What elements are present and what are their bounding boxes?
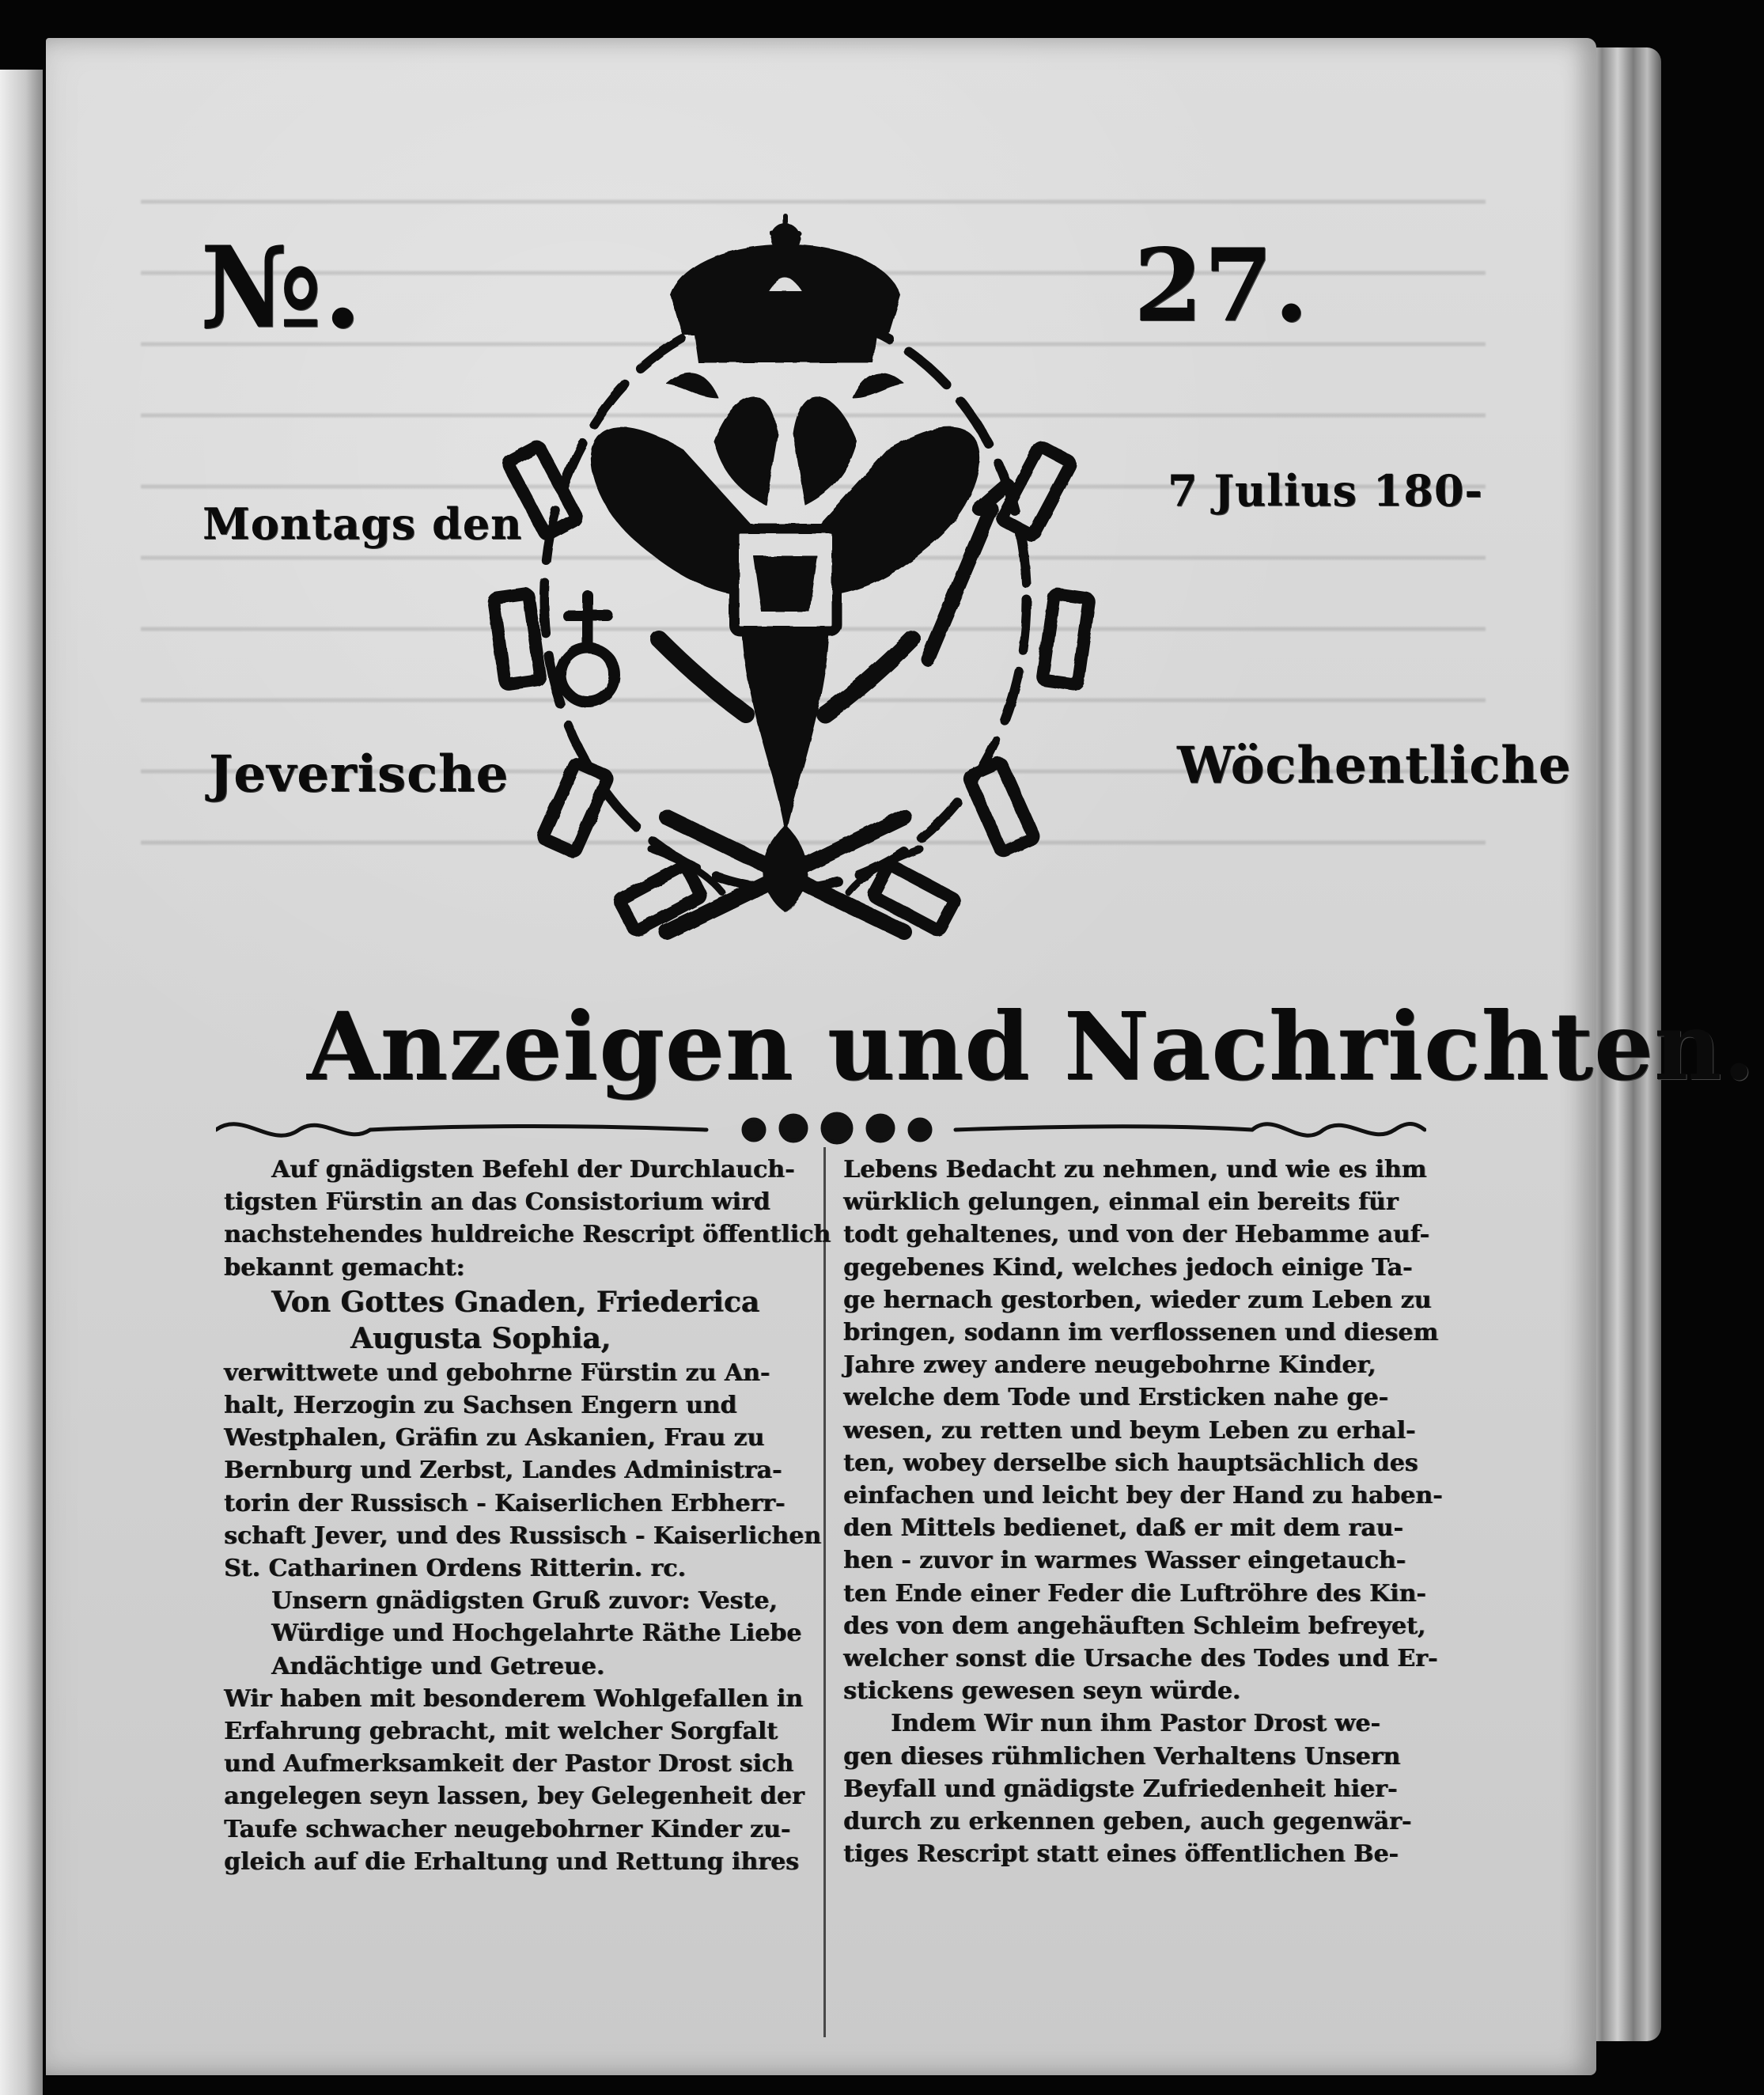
- text-line: verwittwete und gebohrne Fürstin zu An-: [224, 1358, 770, 1387]
- main-title: Anzeigen und Nachrichten.: [307, 991, 1756, 1101]
- issue-number: 27.: [1134, 227, 1310, 344]
- text-line: bringen, sodann im verflossenen und diesem: [843, 1319, 1439, 1347]
- text-line: welcher sonst die Ursache des Todes und Er-: [843, 1645, 1438, 1673]
- text-line: Würdige und Hochgelahrte Räthe Liebe: [271, 1620, 802, 1648]
- text-line: ten Ende einer Feder die Luftröhre des Kin-: [843, 1579, 1426, 1608]
- text-line: torin der Russisch - Kaiserlichen Erbherr-: [224, 1489, 785, 1517]
- text-line: Augusta Sophia,: [350, 1321, 611, 1355]
- right-text-column: [843, 1154, 1443, 1870]
- text-line: ge hernach gestorben, wieder zum Leben zu: [843, 1286, 1432, 1314]
- text-line: todt gehaltenes, und von der Hebamme auf-: [843, 1221, 1429, 1249]
- text-line: angelegen seyn lassen, bey Gelegenheit der: [224, 1782, 804, 1811]
- number-label: №.: [200, 222, 363, 354]
- text-line: stickens gewesen seyn würde.: [843, 1677, 1241, 1706]
- text-line: Wir haben mit besonderem Wohlgefallen in: [224, 1684, 803, 1713]
- left-text-column: [224, 1154, 831, 1878]
- text-line: Auf gnädigsten Befehl der Durchlauch-: [271, 1156, 795, 1184]
- text-line: gen dieses rühmlichen Verhaltens Unsern: [843, 1742, 1401, 1771]
- text-line: Taufe schwacher neugebohrner Kinder zu-: [224, 1815, 791, 1843]
- double-headed-eagle-crest-icon: [445, 200, 1126, 976]
- text-line: Unsern gnädigsten Gruß zuvor: Veste,: [271, 1587, 778, 1616]
- text-line: den Mittels bedienet, daß er mit dem rau-: [843, 1514, 1403, 1543]
- text-line: des von dem angehäuften Schleim befreyet,: [843, 1612, 1426, 1640]
- newspaper-page: [46, 38, 1756, 2075]
- date-left: Montags den: [203, 498, 523, 549]
- text-line: Beyfall und gnädigste Zufriedenheit hier-: [843, 1775, 1398, 1803]
- left-page-edge: [0, 70, 43, 2095]
- text-line: Erfahrung gebracht, mit welcher Sorgfalt: [224, 1718, 778, 1746]
- text-line: schaft Jever, und des Russisch - Kaiserlichen: [224, 1521, 822, 1550]
- text-line: halt, Herzogin zu Sachsen Engern und: [224, 1392, 737, 1420]
- decorative-ornament-icon: [216, 1102, 1426, 1157]
- text-line: durch zu erkennen geben, auch gegenwär-: [843, 1808, 1412, 1836]
- text-line: St. Catharinen Ordens Ritterin. rc.: [224, 1555, 686, 1583]
- text-line: ten, wobey derselbe sich hauptsächlich des: [843, 1449, 1418, 1477]
- text-line: hen - zuvor in warmes Wasser eingetauch-: [843, 1547, 1406, 1575]
- text-line: wesen, zu retten und beym Leben zu erhal-: [843, 1416, 1416, 1445]
- text-line: und Aufmerksamkeit der Pastor Drost sich: [224, 1750, 793, 1779]
- text-line: Lebens Bedacht zu nehmen, und wie es ihm: [843, 1156, 1427, 1184]
- text-line: welche dem Tode und Ersticken nahe ge-: [843, 1384, 1388, 1412]
- text-line: Westphalen, Gräfin zu Askanien, Frau zu: [224, 1424, 765, 1453]
- date-right: 7 Julius 180-: [1168, 465, 1483, 516]
- text-line: Indem Wir nun ihm Pastor Drost we-: [891, 1710, 1380, 1738]
- text-line: bekannt gemacht:: [224, 1253, 465, 1282]
- text-line: Von Gottes Gnaden, Friederica: [271, 1285, 760, 1319]
- title-right: Wöchentliche: [1177, 736, 1572, 795]
- text-line: tigsten Fürstin an das Consistorium wird: [224, 1188, 770, 1217]
- text-line: Bernburg und Zerbst, Landes Administra-: [224, 1457, 782, 1485]
- text-line: tiges Rescript statt eines öffentlichen Be-: [843, 1840, 1399, 1869]
- text-line: nachstehendes huldreiche Rescript öffentlich: [224, 1221, 831, 1249]
- text-line: gegebenes Kind, welches jedoch einige Ta-: [843, 1253, 1413, 1282]
- text-line: würklich gelungen, einmal ein bereits für: [843, 1188, 1399, 1217]
- text-line: gleich auf die Erhaltung und Rettung ihres: [224, 1847, 799, 1876]
- title-left: Jeverische: [209, 744, 509, 804]
- text-line: einfachen und leicht bey der Hand zu haben-: [843, 1482, 1443, 1510]
- text-line: Jahre zwey andere neugebohrne Kinder,: [843, 1351, 1376, 1380]
- text-line: Andächtige und Getreue.: [271, 1652, 605, 1680]
